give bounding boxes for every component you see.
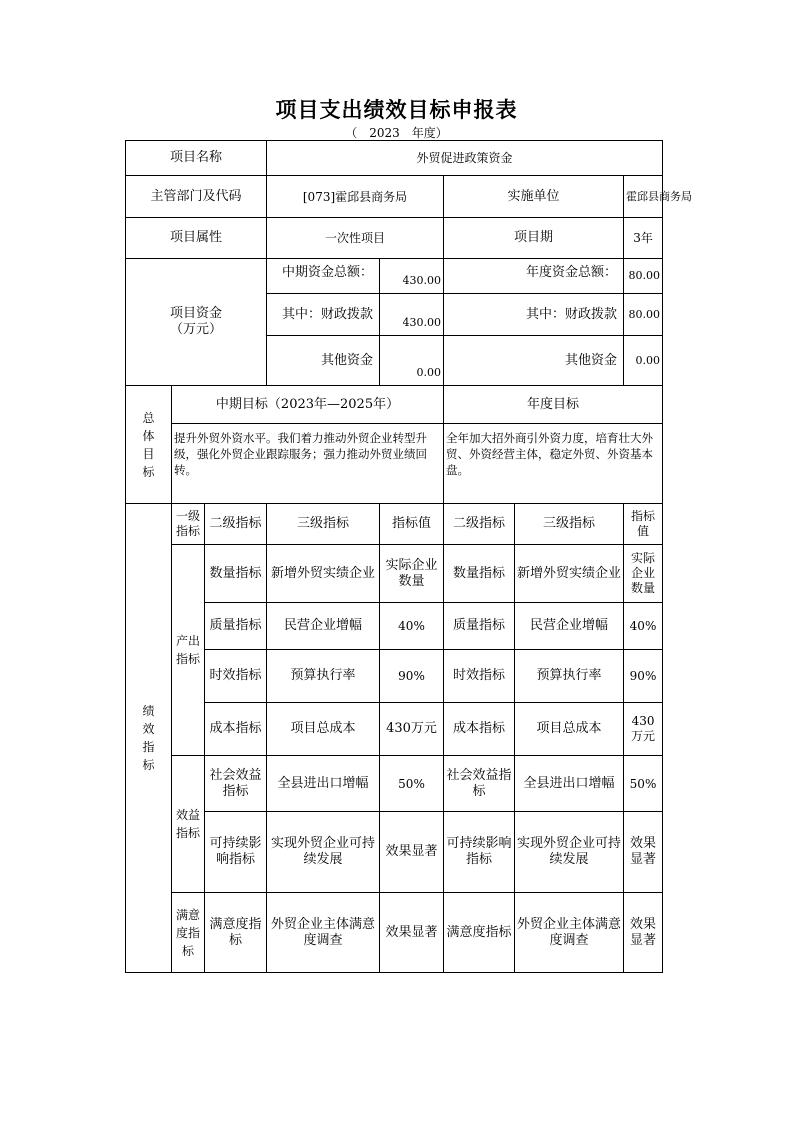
satisfaction-indicator-label: 满意度指标 — [172, 893, 205, 973]
year-other-value: 0.00 — [624, 336, 663, 386]
mid-fiscal-value: 430.00 — [380, 294, 444, 336]
funds-label-line1: 项目资金 — [170, 306, 223, 321]
attr-label: 项目属性 — [126, 218, 267, 259]
perf-row-l2: 时效指标 — [205, 650, 267, 703]
unit-value: 霍邱县商务局 — [624, 176, 663, 218]
perf-row-value: 50% — [380, 756, 444, 812]
perf-row-l2b: 数量指标 — [444, 545, 515, 603]
overall-goal-label: 总体目标 — [126, 386, 172, 504]
perf-row-l3: 实现外贸企业可持续发展 — [267, 812, 380, 893]
benefit-indicator-label: 效益指标 — [172, 756, 205, 893]
project-name-value: 外贸促进政策资金 — [267, 141, 663, 176]
level2-header-b: 二级指标 — [444, 504, 515, 545]
perf-row-valueb: 90% — [624, 650, 663, 703]
perf-row-l3: 项目总成本 — [267, 703, 380, 756]
perf-row-l2: 社会效益指标 — [205, 756, 267, 812]
perf-row-l3: 全县进出口增幅 — [267, 756, 380, 812]
report-year — [0, 124, 793, 141]
perf-row-l2: 数量指标 — [205, 545, 267, 603]
mid-other-value: 0.00 — [380, 336, 444, 386]
dept-label: 主管部门及代码 — [126, 176, 267, 218]
attr-value: 一次性项目 — [267, 218, 444, 259]
performance-target-table — [125, 140, 693, 973]
perf-row-l2: 成本指标 — [205, 703, 267, 756]
perf-row-l3: 外贸企业主体满意度调查 — [267, 893, 380, 973]
perf-row-l3b: 外贸企业主体满意度调查 — [515, 893, 624, 973]
perf-row-l3b: 项目总成本 — [515, 703, 624, 756]
perf-row-valueb: 50% — [624, 756, 663, 812]
subtitle-suffix: 年度） — [411, 126, 448, 140]
perf-row-value: 430万元 — [380, 703, 444, 756]
value-header-b: 指标值 — [624, 504, 663, 545]
perf-row-value: 90% — [380, 650, 444, 703]
year-total-label: 年度资金总额： — [444, 259, 624, 294]
level3-header-b: 三级指标 — [515, 504, 624, 545]
perf-row-l3b: 实现外贸企业可持续发展 — [515, 812, 624, 893]
perf-row-l2b: 满意度指标 — [444, 893, 515, 973]
perf-row-l2b: 质量指标 — [444, 603, 515, 650]
perf-row-l2b: 时效指标 — [444, 650, 515, 703]
perf-row-value: 40% — [380, 603, 444, 650]
page-title: 项目支出绩效目标申报表 — [275, 98, 518, 122]
year-fiscal-label: 其中：财政拨款 — [444, 294, 624, 336]
perf-row-l2b: 成本指标 — [444, 703, 515, 756]
subtitle-open: （ — [345, 126, 358, 140]
perf-row-valueb: 效果显著 — [624, 812, 663, 893]
year-total-value: 80.00 — [624, 259, 663, 294]
perf-row-valueb: 效果显著 — [624, 893, 663, 973]
output-indicator-label: 产出指标 — [172, 545, 205, 756]
dept-value: [073]霍邱县商务局 — [267, 176, 444, 218]
project-name-label: 项目名称 — [126, 141, 267, 176]
perf-row-value: 实际企业数量 — [380, 545, 444, 603]
perf-row-valueb: 实际企业数量 — [624, 545, 663, 603]
perf-row-l3b: 民营企业增幅 — [515, 603, 624, 650]
perf-row-valueb: 430万元 — [624, 703, 663, 756]
perf-row-l2b: 可持续影响指标 — [444, 812, 515, 893]
funds-label-line2: （万元） — [170, 322, 223, 337]
perf-row-l3: 预算执行率 — [267, 650, 380, 703]
perf-row-valueb: 40% — [624, 603, 663, 650]
perf-row-l3b: 全县进出口增幅 — [515, 756, 624, 812]
level3-header: 三级指标 — [267, 504, 380, 545]
perf-row-l3b: 新增外贸实绩企业 — [515, 545, 624, 603]
year-other-label: 其他资金 — [444, 336, 624, 386]
perf-row-l2: 满意度指标 — [205, 893, 267, 973]
level1-header: 一级指标 — [172, 504, 205, 545]
period-value: 3年 — [624, 218, 663, 259]
mid-total-label: 中期资金总额： — [267, 259, 380, 294]
perf-label: 绩效指标 — [126, 504, 172, 973]
mid-fiscal-label: 其中：财政拨款 — [267, 294, 380, 336]
funds-label — [126, 259, 267, 386]
mid-goal-text: 提升外贸外资水平。我们着力推动外贸企业转型升级，强化外贸企业跟踪服务；强力推动外贸业绩回转。 — [172, 424, 444, 504]
value-header: 指标值 — [380, 504, 444, 545]
year-fiscal-value: 80.00 — [624, 294, 663, 336]
mid-goal-header: 中期目标（2023年—2025年） — [172, 386, 444, 424]
perf-row-l3: 民营企业增幅 — [267, 603, 380, 650]
perf-row-value: 效果显著 — [380, 893, 444, 973]
perf-row-l2: 可持续影响指标 — [205, 812, 267, 893]
perf-row-value: 效果显著 — [380, 812, 444, 893]
year-goal-header: 年度目标 — [444, 386, 663, 424]
period-label: 项目期 — [444, 218, 624, 259]
perf-row-l2b: 社会效益指标 — [444, 756, 515, 812]
year-goal-text: 全年加大招外商引外资力度，培育壮大外贸、外资经营主体，稳定外贸、外资基本盘。 — [444, 424, 663, 504]
unit-label: 实施单位 — [444, 176, 624, 218]
perf-row-l3: 新增外贸实绩企业 — [267, 545, 380, 603]
mid-total-value: 430.00 — [380, 259, 444, 294]
perf-row-l2: 质量指标 — [205, 603, 267, 650]
subtitle-year: 2023 — [369, 126, 400, 140]
perf-row-l3b: 预算执行率 — [515, 650, 624, 703]
level2-header: 二级指标 — [205, 504, 267, 545]
mid-other-label: 其他资金 — [267, 336, 380, 386]
